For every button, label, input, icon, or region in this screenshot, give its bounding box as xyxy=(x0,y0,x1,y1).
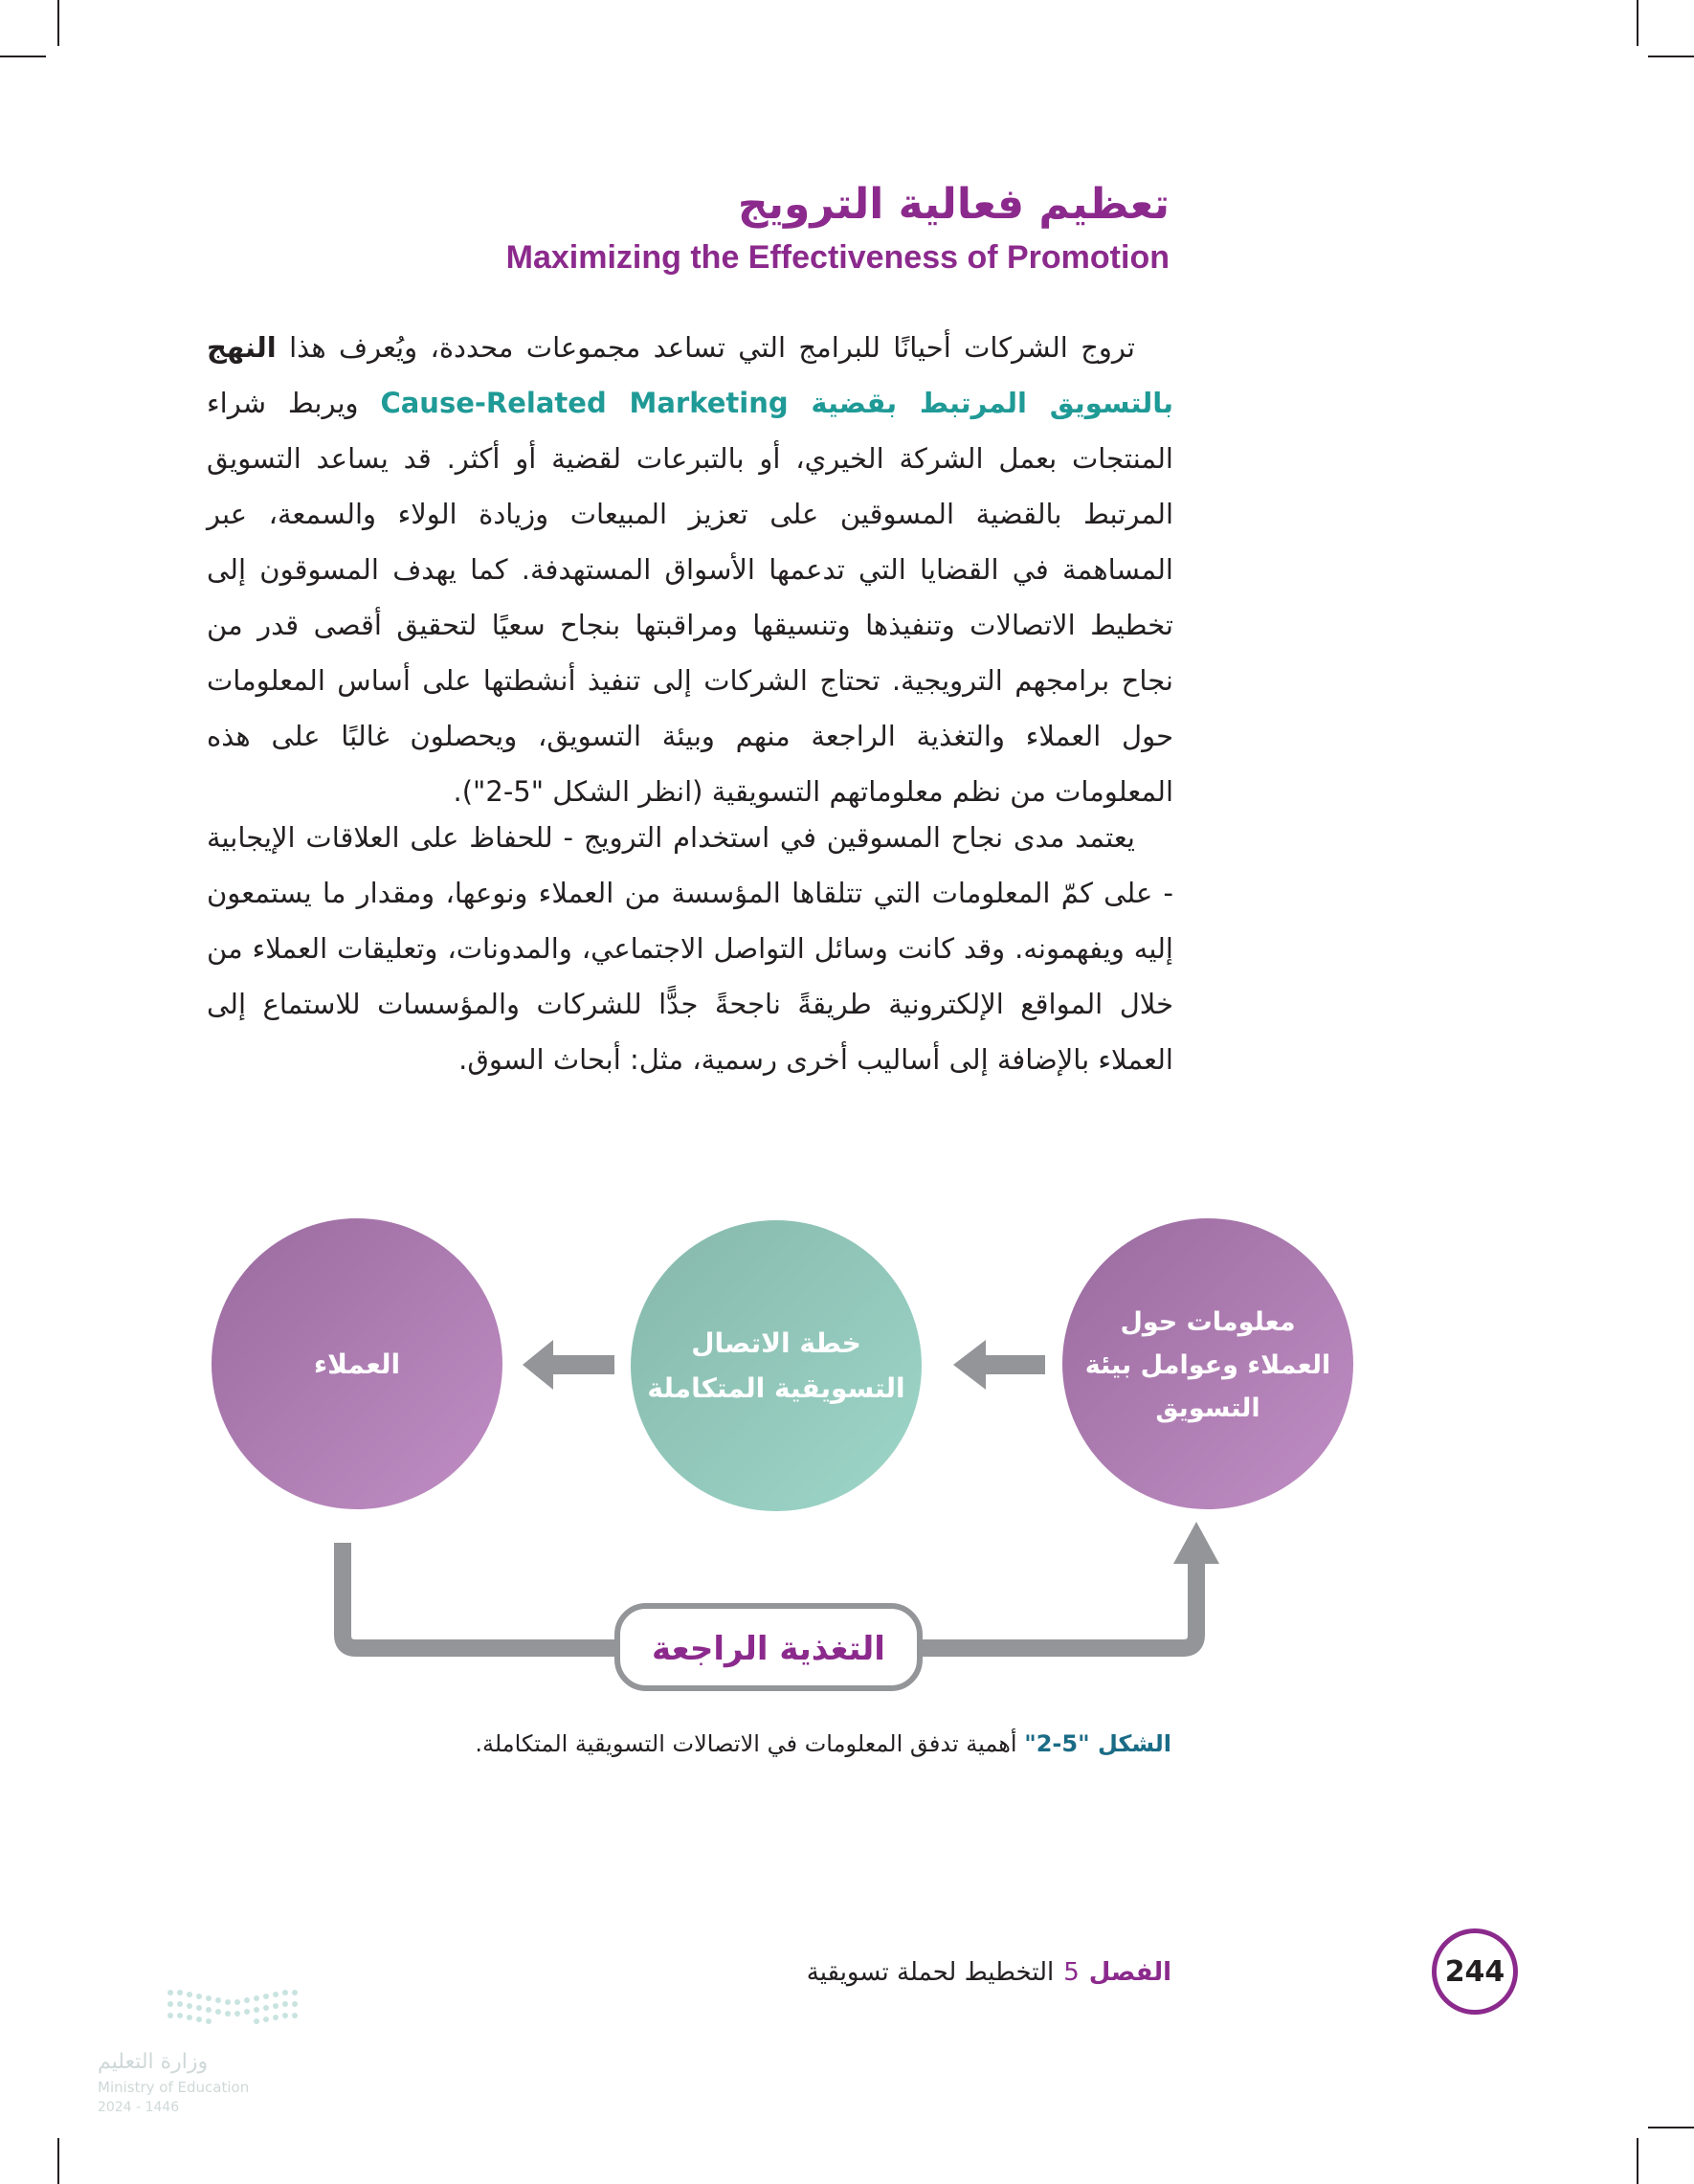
footer-chapter xyxy=(807,1958,1171,1987)
feedback-label: التغذية الراجعة xyxy=(652,1630,885,1668)
paragraph-text: يعتمد مدى نجاح المسوقين في استخدام الترويج - للحفاظ على العلاقات الإيجابية - على كمّ المعلومات التي تتلقاها المؤسسة من العملاء ونوعها، ومقدار ما يستمعون إليه ويفهمونه. وقد كانت وسائل التواصل الاجتماعي، والمدونات، وتعليقات العملاء من خلال المواقع الإلكترونية طريقةً ناجحةً جدًّا للشركات والمؤسسات للاستماع إلى العملاء بالإضافة إلى أساليب أخرى رسمية، مثل: أبحاث السوق. xyxy=(207,821,1173,1076)
logo-year: 2024 - 1446 xyxy=(98,2100,180,2115)
crop-mark xyxy=(0,56,46,57)
ministry-logo xyxy=(96,1983,325,2127)
circle-customers-label: العملاء xyxy=(313,1348,401,1380)
logo-dots-icon xyxy=(165,1983,318,2040)
circle-info-line3: التسويق xyxy=(1155,1393,1260,1423)
circle-imc-line1: خطة الاتصال xyxy=(691,1327,861,1359)
crop-mark xyxy=(1648,2127,1694,2128)
body-paragraph-1 xyxy=(207,320,1173,819)
crop-mark xyxy=(57,0,59,46)
arrow-up-icon xyxy=(1173,1522,1219,1564)
crop-mark xyxy=(1648,56,1694,57)
section-heading-arabic: تعظيم فعالية الترويج xyxy=(737,180,1170,229)
chapter-label: الفصل xyxy=(1088,1958,1171,1987)
chapter-title: التخطيط لحملة تسويقية xyxy=(806,1958,1055,1987)
caption-text: أهمية تدفق المعلومات في الاتصالات التسويقية المتكاملة. xyxy=(475,1730,1025,1757)
page-number-text: 244 xyxy=(1444,1954,1505,1989)
circle-info-line2: العملاء وعوامل بيئة xyxy=(1084,1350,1331,1380)
arrow-left-icon xyxy=(953,1340,1045,1390)
figure-caption xyxy=(475,1730,1171,1757)
logo-name-english: Ministry of Education xyxy=(98,2079,250,2096)
flow-diagram xyxy=(0,1206,1694,1704)
crop-mark xyxy=(1637,0,1638,46)
section-heading-english: Maximizing the Effectiveness of Promotion xyxy=(505,239,1170,276)
bold-term: النهج xyxy=(207,331,277,364)
paragraph-text: تروج الشركات أحيانًا للبرامج التي تساعد مجموعات محددة، ويُعرف هذا xyxy=(276,331,1135,364)
circle-info-line1: معلومات حول xyxy=(1120,1307,1296,1337)
crop-mark xyxy=(1637,2138,1638,2184)
circle-imc-line2: التسويقية المتكاملة xyxy=(647,1372,905,1404)
term-arabic: بالتسويق المرتبط بقضية xyxy=(788,387,1173,419)
circle-imc-plan xyxy=(631,1220,922,1511)
term-english: Cause-Related Marketing xyxy=(380,387,789,419)
paragraph-text: ويربط شراء المنتجات بعمل الشركة الخيري، أو بالتبرعات لقضية أو أكثر. قد يساعد التسويق المرتبط بالقضية المسوقين على تعزيز المبيعات وزيادة الولاء والسمعة، عبر المساهمة في القضايا التي تدعمها الأسواق المستهدفة. كما يهدف المسوقون إلى تخطيط الاتصالات وتنفيذها وتنسيقها ومراقبتها بنجاح سعيًا لتحقيق أقصى قدر من نجاح برامجهم الترويجية. تحتاج الشركات إلى تنفيذ أنشطتها على أساس المعلومات حول العملاء والتغذية الراجعة منهم وبيئة التسويق، ويحصلون غالبًا على هذه المعلومات من نظم معلوماتهم التسويقية (انظر الشكل "5-2"). xyxy=(207,387,1173,808)
chapter-number: 5 xyxy=(1063,1958,1080,1987)
logo-name-arabic: وزارة التعليم xyxy=(98,2050,209,2074)
arrow-left-icon xyxy=(523,1340,614,1390)
body-paragraph-2 xyxy=(207,810,1173,1087)
crop-mark xyxy=(57,2138,59,2184)
page-number xyxy=(1432,1928,1518,2015)
caption-label: الشكل "5-2" xyxy=(1024,1730,1171,1757)
